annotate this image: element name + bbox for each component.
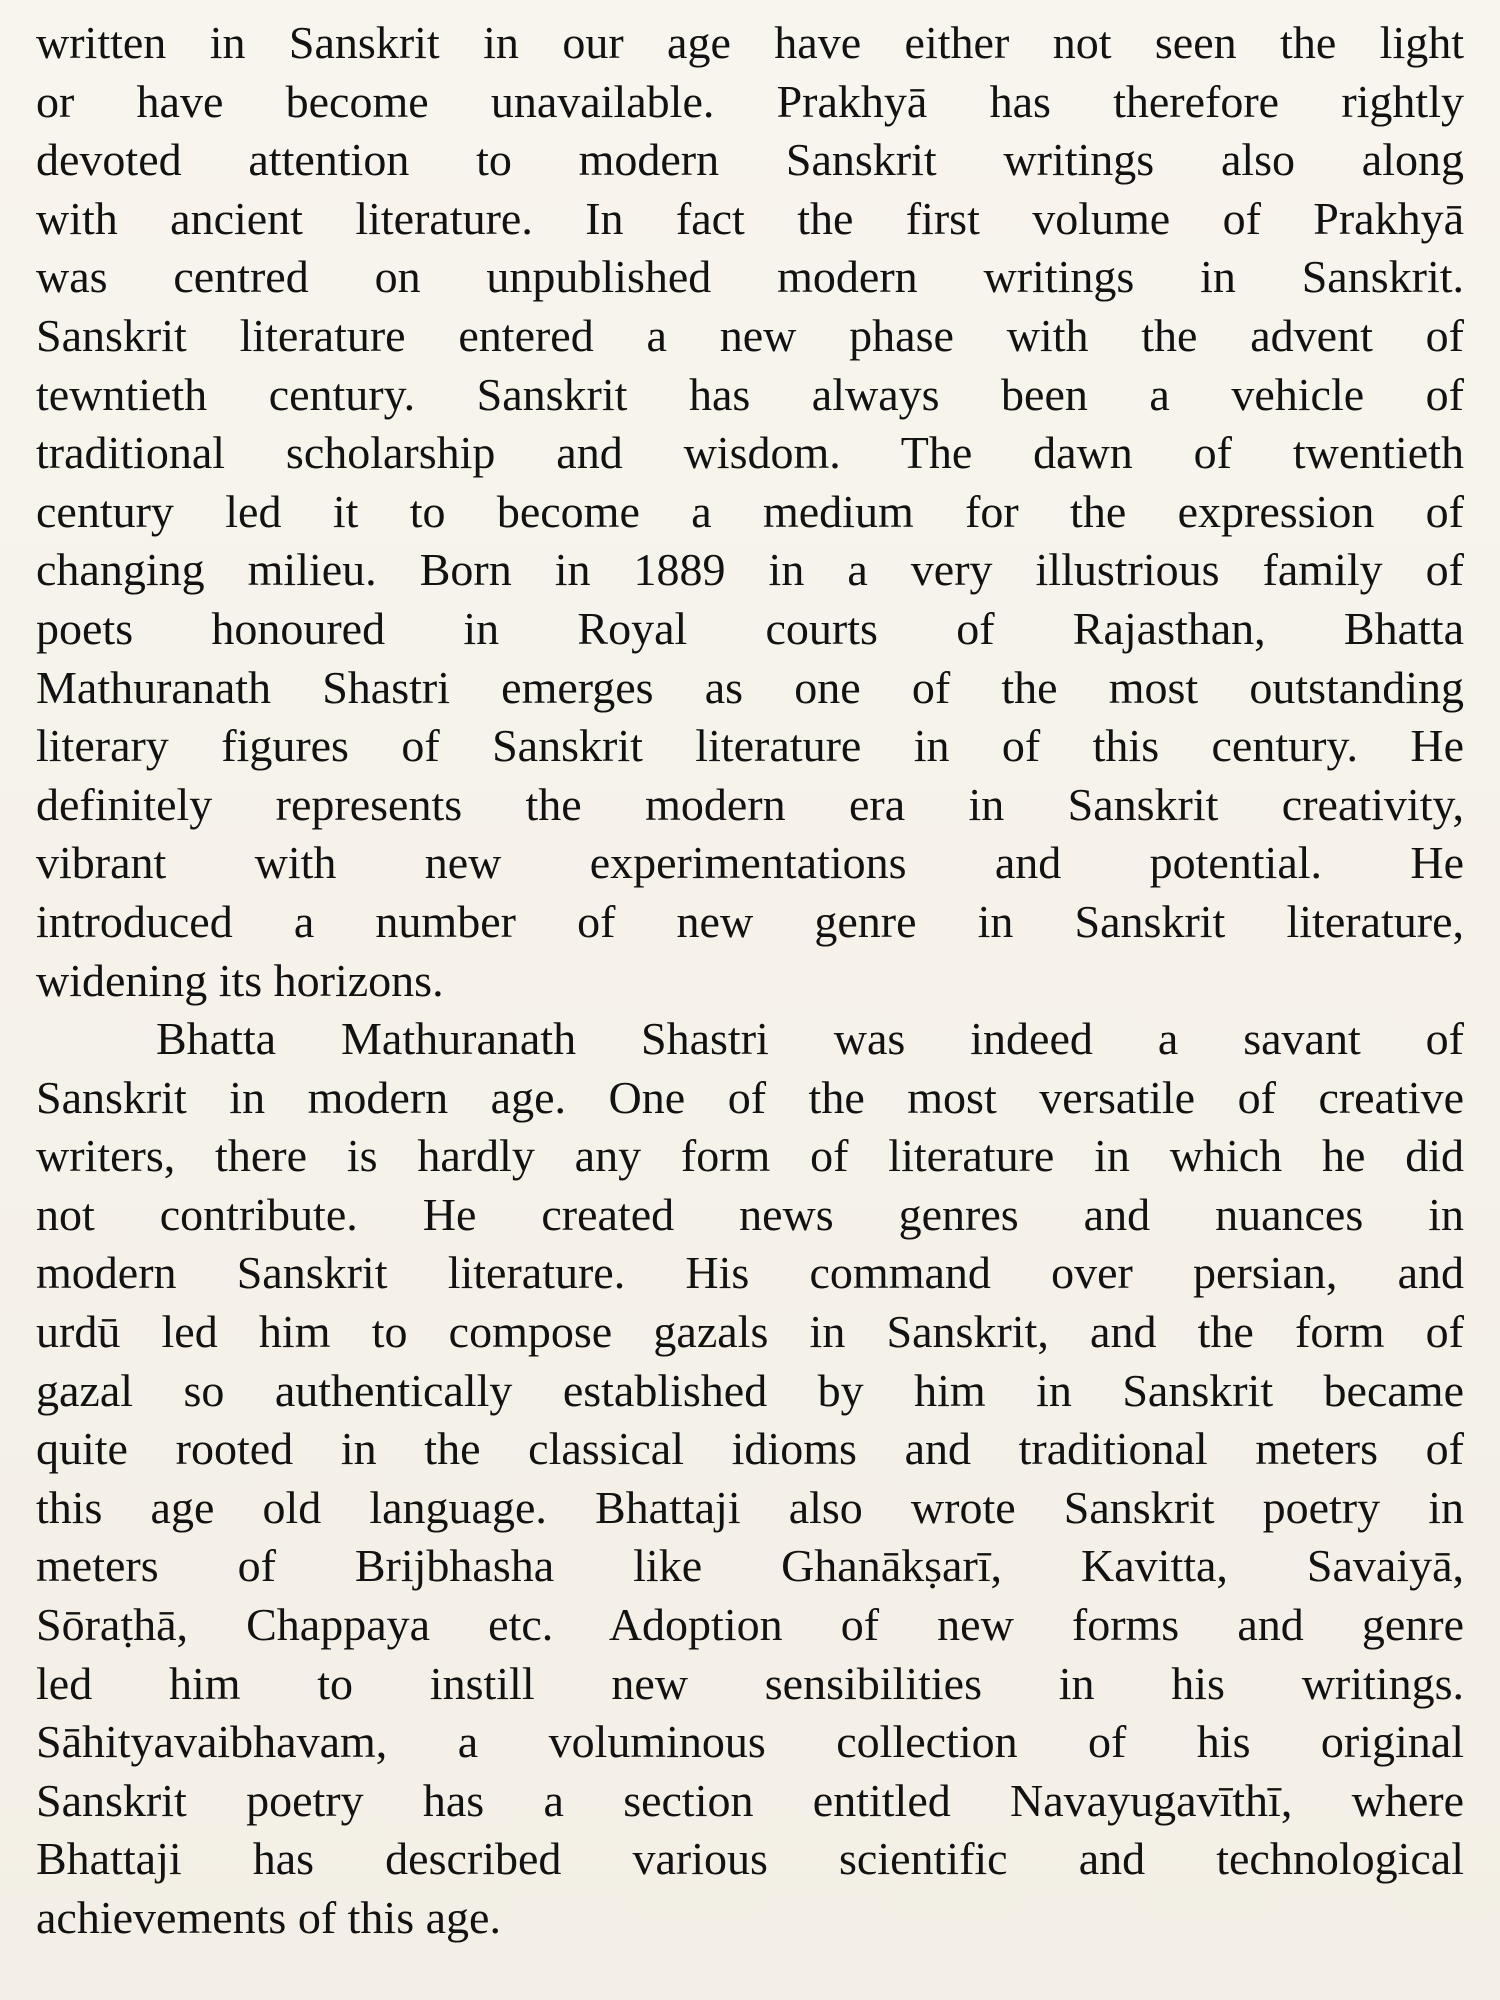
text-line: writers, there is hardly any form of literature in which he did	[36, 1130, 1464, 1182]
text-line: century led it to become a medium for the expression of	[36, 485, 1464, 537]
text-line: written in Sanskrit in our age have either not seen the light	[36, 17, 1464, 68]
text-line: Sāhityavaibhavam, a voluminous collection of his original	[36, 1716, 1464, 1768]
paragraph-2	[36, 1010, 1464, 1948]
text-line: Sanskrit poetry has a section entitled Navayugavīthī, where	[36, 1774, 1464, 1826]
text-line: Sōraṭhā, Chappaya etc. Adoption of new forms and genre	[36, 1599, 1464, 1651]
text-line: Sanskrit literature entered a new phase with the advent of	[36, 309, 1464, 361]
text-line: literary figures of Sanskrit literature in of this century. He	[36, 720, 1464, 772]
text-line: was centred on unpublished modern writings in Sanskrit.	[36, 251, 1464, 303]
text-line: achievements of this age.	[36, 1892, 501, 1943]
text-line: meters of Brijbhasha like Ghanākṣarī, Kavitta, Savaiyā,	[36, 1540, 1464, 1592]
text-line: tewntieth century. Sanskrit has always been a vehicle of	[36, 368, 1464, 420]
text-line: vibrant with new experimentations and potential. He	[36, 837, 1464, 889]
text-line: changing milieu. Born in 1889 in a very illustrious family of	[36, 544, 1464, 596]
paragraph-1	[36, 14, 1464, 1010]
text-line: led him to instill new sensibilities in his writings.	[36, 1657, 1464, 1709]
text-line: gazal so authentically established by him in Sanskrit became	[36, 1364, 1464, 1416]
text-line: Bhattaji has described various scientific and technological	[36, 1833, 1464, 1885]
text-line: poets honoured in Royal courts of Rajasthan, Bhatta	[36, 602, 1464, 654]
text-line: traditional scholarship and wisdom. The dawn of twentieth	[36, 427, 1464, 479]
body-text	[36, 14, 1464, 1948]
text-line: Mathuranath Shastri emerges as one of the most outstanding	[36, 661, 1464, 713]
text-line: devoted attention to modern Sanskrit writings also along	[36, 134, 1464, 186]
text-line: with ancient literature. In fact the first volume of Prakhyā	[36, 192, 1464, 244]
text-line: Sanskrit in modern age. One of the most versatile of creative	[36, 1071, 1464, 1123]
text-line: quite rooted in the classical idioms and traditional meters of	[36, 1423, 1464, 1475]
text-line: not contribute. He created news genres and nuances in	[36, 1188, 1464, 1240]
text-line: this age old language. Bhattaji also wrote Sanskrit poetry in	[36, 1481, 1464, 1533]
text-line: introduced a number of new genre in Sanskrit literature,	[36, 895, 1464, 947]
text-line: definitely represents the modern era in Sanskrit creativity,	[36, 778, 1464, 830]
text-line: or have become unavailable. Prakhyā has therefore rightly	[36, 75, 1464, 127]
text-line: modern Sanskrit literature. His command over persian, and	[36, 1247, 1464, 1299]
text-line: widening its horizons.	[36, 954, 444, 1006]
text-line: Bhatta Mathuranath Shastri was indeed a savant of	[156, 1013, 1464, 1065]
text-line: urdū led him to compose gazals in Sanskrit, and the form of	[36, 1306, 1464, 1358]
